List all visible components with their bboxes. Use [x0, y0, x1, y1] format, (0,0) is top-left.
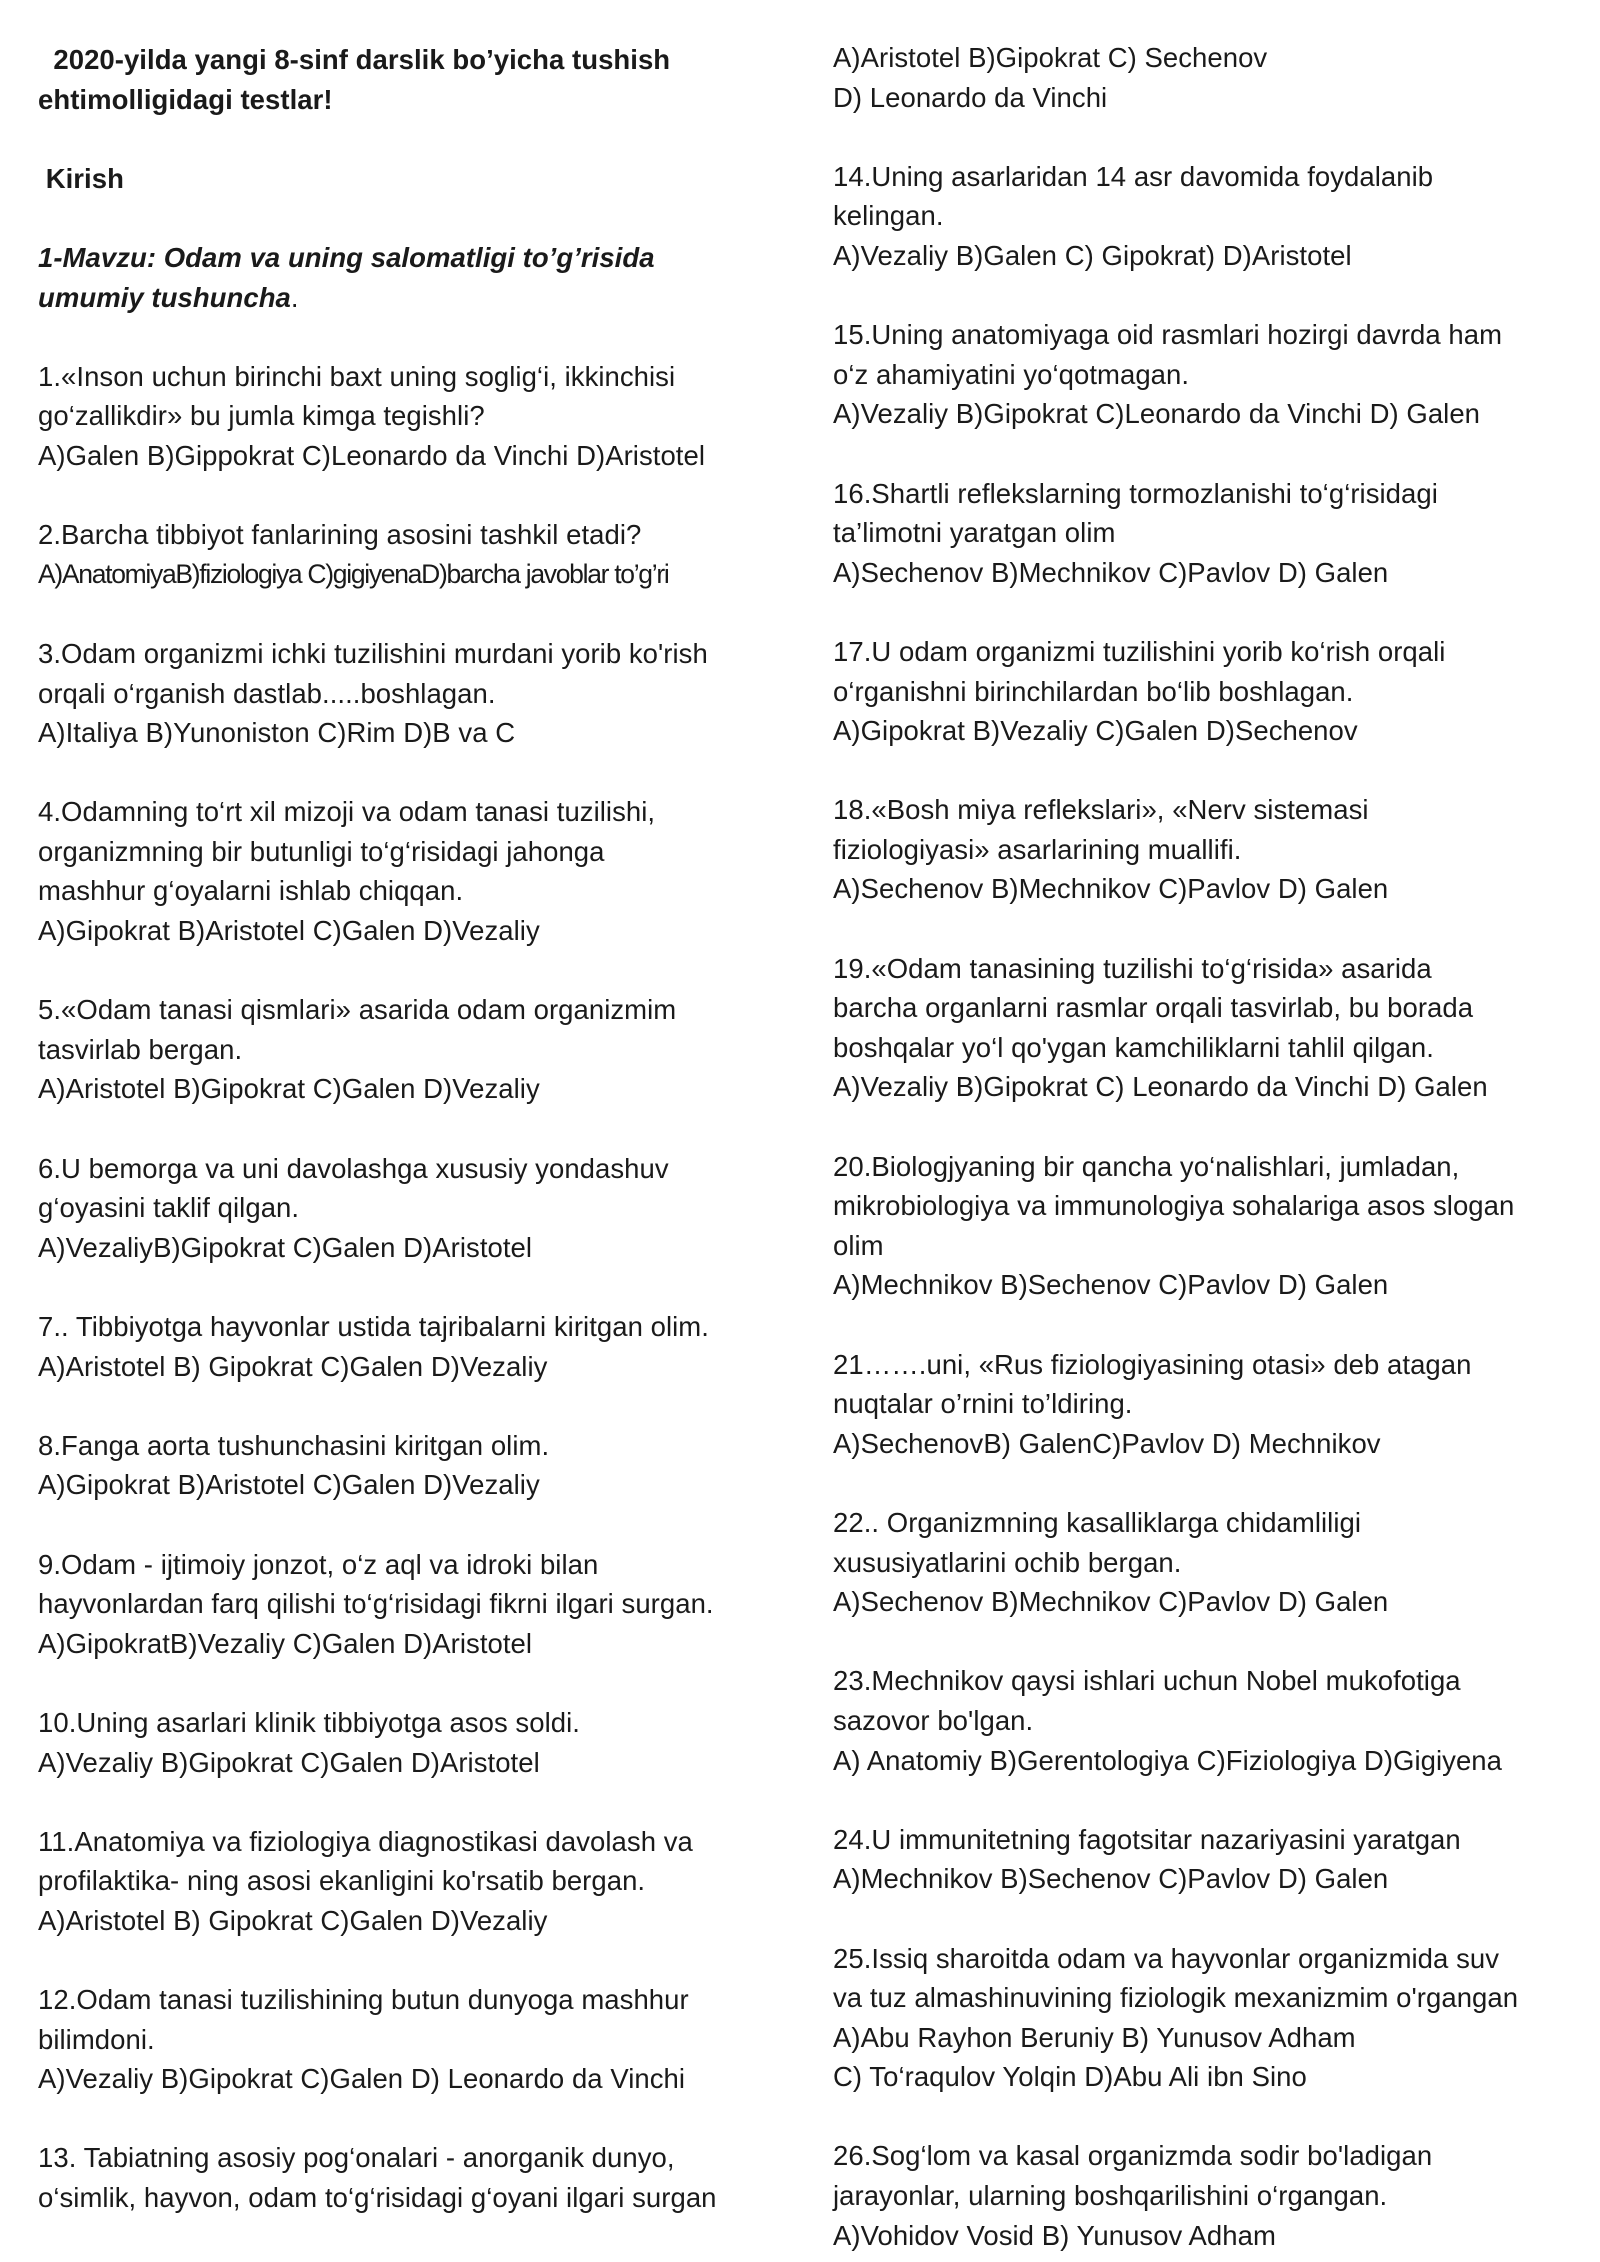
question-line: 22.. Organizmning kasalliklarga chidamliligi	[833, 1506, 1361, 1538]
question-line: 3.Odam organizmi ichki tuzilishini murdani yorib ko'rish	[38, 637, 708, 669]
question-line: va tuz almashinuvining fiziologik mexanizmim o'rgangan	[833, 1982, 1519, 2014]
question-18	[833, 790, 1573, 909]
question-line: 16.Shartli reflekslarning tormozlanishi to‘g‘risidagi	[833, 477, 1438, 509]
question-16	[833, 474, 1573, 593]
question-25	[833, 1939, 1573, 2097]
question-6	[38, 1149, 783, 1268]
question-line: 6.U bemorga va uni davolashga xususiy yondashuv	[38, 1152, 669, 1184]
answer-options: A)Aristotel B) Gipokrat C)Galen D)Vezaliy	[38, 1904, 548, 1936]
answer-options: A)Italiya B)Yunoniston C)Rim D)B va C	[38, 717, 516, 749]
question-line: 19.«Odam tanasining tuzilishi to‘g‘risida» asarida	[833, 952, 1432, 984]
question-line: g‘oyasini taklif qilgan.	[38, 1192, 300, 1224]
question-line: barcha organlarni rasmlar orqali tasvirlab, bu borada	[833, 992, 1474, 1024]
answer-options: A)Vezaliy B)Gipokrat C)Galen D)Aristotel	[38, 1746, 540, 1778]
answer-options: A)Vezaliy B)Galen C) Gipokrat) D)Aristotel	[833, 239, 1352, 271]
question-line: boshqalar yo‘l qo'ygan kamchiliklarni tahlil qilgan.	[833, 1031, 1434, 1063]
question-line: 20.Biologjyaning bir qancha yo‘nalishlari, jumladan,	[833, 1150, 1460, 1182]
question-5	[38, 990, 783, 1109]
question-4	[38, 792, 783, 950]
question-3	[38, 634, 783, 753]
question-line: go‘zallikdir» bu jumla kimga tegishli?	[38, 400, 485, 432]
question-line: 1.«Inson uchun birinchi baxt uning soglig‘i, ikkinchisi	[38, 360, 676, 392]
answer-options: A)Gipokrat B)Aristotel C)Galen D)Vezaliy	[38, 1469, 540, 1501]
question-line: o‘simlik, hayvon, odam to‘g‘risidagi g‘oyani ilgari surgan	[38, 2182, 717, 2214]
question-line: 26.Sog‘lom va kasal organizmda sodir bo'ladigan	[833, 2140, 1433, 2172]
answer-options: A)Mechnikov B)Sechenov C)Pavlov D) Galen	[833, 1269, 1389, 1301]
question-line: olim	[833, 1229, 884, 1261]
topic-title-line-2	[38, 278, 783, 318]
question-line: profilaktika- ning asosi ekanligini ko'rsatib bergan.	[38, 1865, 646, 1897]
question-line: orqali o‘rganish dastlab.....boshlagan.	[38, 677, 496, 709]
answer-options: A)Aristotel B) Gipokrat C)Galen D)Vezaliy	[38, 1350, 548, 1382]
right-column	[833, 38, 1573, 2255]
doc-heading-line-1: 2020-yilda yangi 8-sinf darslik bo’yicha tushish	[38, 44, 671, 75]
question-line: 13. Tabiatning asosiy pog‘onalari - anorganik dunyo,	[38, 2142, 675, 2174]
question-line: 11.Anatomiya va fiziologiya diagnostikasi davolash va	[38, 1825, 693, 1857]
answer-options: A) Anatomiy B)Gerentologiya C)Fiziologiya D)Gigiyena	[833, 1744, 1502, 1776]
question-19	[833, 949, 1573, 1107]
answer-options: A)Gipokrat B)Vezaliy C)Galen D)Sechenov	[833, 715, 1358, 747]
answer-options: A)Sechenov B)Mechnikov C)Pavlov D) Galen	[833, 556, 1389, 588]
answer-options: A)Vohidov Vosid B) Yunusov Adham	[833, 2219, 1276, 2251]
topic-title-line-1: 1-Mavzu: Odam va uning salomatligi to’g’risida	[38, 241, 655, 273]
question-line: bilimdoni.	[38, 2023, 155, 2055]
question-line: hayvonlardan farq qilishi to‘g‘risidagi fikrni ilgari surgan.	[38, 1588, 714, 1620]
question-24	[833, 1820, 1573, 1899]
question-line: o‘rganishni birinchilardan bo‘lib boshlagan.	[833, 675, 1354, 707]
question-line: fiziologiyasi» asarlarining muallifi.	[833, 833, 1242, 865]
question-21	[833, 1345, 1573, 1464]
question-line: 2.Barcha tibbiyot fanlarining asosini tashkil etadi?	[38, 519, 642, 551]
question-line: 8.Fanga aorta tushunchasini kiritgan olim.	[38, 1429, 550, 1461]
question-line: 21…….uni, «Rus fiziologiyasining otasi» deb atagan	[833, 1348, 1472, 1380]
answer-options: A)Galen B)Gippokrat C)Leonardo da Vinchi D)Aristotel	[38, 439, 705, 471]
question-line: 9.Odam - ijtimoiy jonzot, o‘z aql va idroki bilan	[38, 1548, 599, 1580]
answer-options: A)GipokratB)Vezaliy C)Galen D)Aristotel	[38, 1627, 533, 1659]
answer-options: C) To‘raqulov Yolqin D)Abu Ali ibn Sino	[833, 2061, 1307, 2093]
question-23	[833, 1661, 1573, 1780]
answer-options: D) Leonardo da Vinchi	[833, 81, 1108, 113]
question-13	[38, 2138, 783, 2217]
question-line: 17.U odam organizmi tuzilishini yorib ko‘rish orqali	[833, 635, 1446, 667]
section-title: Kirish	[38, 162, 124, 194]
answer-options: A)Vezaliy B)Gipokrat C)Galen D) Leonardo da Vinchi	[38, 2063, 686, 2095]
question-line: xususiyatlarini ochib bergan.	[833, 1546, 1182, 1578]
question-line: 24.U immunitetning fagotsitar nazariyasini yaratgan	[833, 1823, 1461, 1855]
question-line: 15.Uning anatomiyaga oid rasmlari hozirgi davrda ham	[833, 319, 1503, 351]
question-line: kelingan.	[833, 200, 944, 232]
question-line: organizmning bir butunligi to‘g‘risidagi jahonga	[38, 835, 605, 867]
topic-title-period: .	[290, 281, 299, 313]
question-22	[833, 1503, 1573, 1622]
question-line: 12.Odam tanasi tuzilishining butun dunyoga mashhur	[38, 1984, 689, 2016]
answer-options: A)AnatomiyaB)fiziologiya C)gigiyenaD)barcha javoblar to’g’ri	[38, 558, 669, 589]
question-line: o‘z ahamiyatini yo‘qotmagan.	[833, 358, 1190, 390]
answer-options: A)Gipokrat B)Aristotel C)Galen D)Vezaliy	[38, 915, 540, 947]
doc-heading-line-2: ehtimolligidagi testlar!	[38, 83, 333, 115]
answer-options: A)SechenovB) GalenC)Pavlov D) Mechnikov	[833, 1427, 1381, 1459]
answer-options: A)Vezaliy B)Gipokrat C)Leonardo da Vinchi D) Galen	[833, 398, 1481, 430]
question-line: sazovor bo'lgan.	[833, 1704, 1034, 1736]
answer-options: A)Aristotel B)Gipokrat C) Sechenov	[833, 42, 1268, 73]
answer-options: A)VezaliyB)Gipokrat C)Galen D)Aristotel	[38, 1231, 533, 1263]
answer-options: A)Vezaliy B)Gipokrat C) Leonardo da Vinchi D) Galen	[833, 1071, 1488, 1103]
question-10	[38, 1703, 783, 1782]
answer-options: A)Sechenov B)Mechnikov C)Pavlov D) Galen	[833, 873, 1389, 905]
question-7	[38, 1307, 783, 1386]
question-11	[38, 1822, 783, 1941]
question-26	[833, 2136, 1573, 2255]
question-line: mikrobiologiya va immunologiya sohalariga asos slogan	[833, 1190, 1515, 1222]
answer-options: A)Abu Rayhon Beruniy B) Yunusov Adham	[833, 2021, 1356, 2053]
question-9	[38, 1545, 783, 1664]
answer-options: A)Aristotel B)Gipokrat C)Galen D)Vezaliy	[38, 1073, 540, 1105]
question-13-continued	[833, 38, 1573, 117]
answer-options: A)Mechnikov B)Sechenov C)Pavlov D) Galen	[833, 1863, 1389, 1895]
question-line: 23.Mechnikov qaysi ishlari uchun Nobel mukofotiga	[833, 1665, 1461, 1697]
question-8	[38, 1426, 783, 1505]
question-line: mashhur g‘oyalarni ishlab chiqqan.	[38, 875, 464, 907]
question-line: 7.. Tibbiyotga hayvonlar ustida tajribalarni kiritgan olim.	[38, 1311, 709, 1342]
question-line: tasvirlab bergan.	[38, 1033, 243, 1065]
question-1	[38, 357, 783, 476]
question-line: 10.Uning asarlari klinik tibbiyotga asos soldi.	[38, 1706, 580, 1738]
question-2	[38, 515, 783, 594]
topic-title-text: umumiy tushuncha	[38, 281, 291, 313]
answer-options: A)Sechenov B)Mechnikov C)Pavlov D) Galen	[833, 1586, 1389, 1618]
question-line: 25.Issiq sharoitda odam va hayvonlar organizmida suv	[833, 1942, 1500, 1974]
question-line: 5.«Odam tanasi qismlari» asarida odam organizmim	[38, 994, 677, 1026]
question-line: 4.Odamning to‘rt xil mizoji va odam tanasi tuzilishi,	[38, 796, 656, 828]
question-line: jarayonlar, ularning boshqarilishini o‘rgangan.	[833, 2180, 1388, 2212]
question-line: nuqtalar o’rnini to’ldiring.	[833, 1388, 1133, 1420]
left-column	[38, 40, 783, 2218]
question-20	[833, 1147, 1573, 1305]
question-line: 14.Uning asarlaridan 14 asr davomida foydalanib	[833, 160, 1434, 192]
question-17	[833, 632, 1573, 751]
question-15	[833, 315, 1573, 434]
question-line: ta’limotni yaratgan olim	[833, 517, 1116, 549]
question-12	[38, 1980, 783, 2099]
question-line: 18.«Bosh miya reflekslari», «Nerv sistemasi	[833, 794, 1369, 826]
question-14	[833, 157, 1573, 276]
